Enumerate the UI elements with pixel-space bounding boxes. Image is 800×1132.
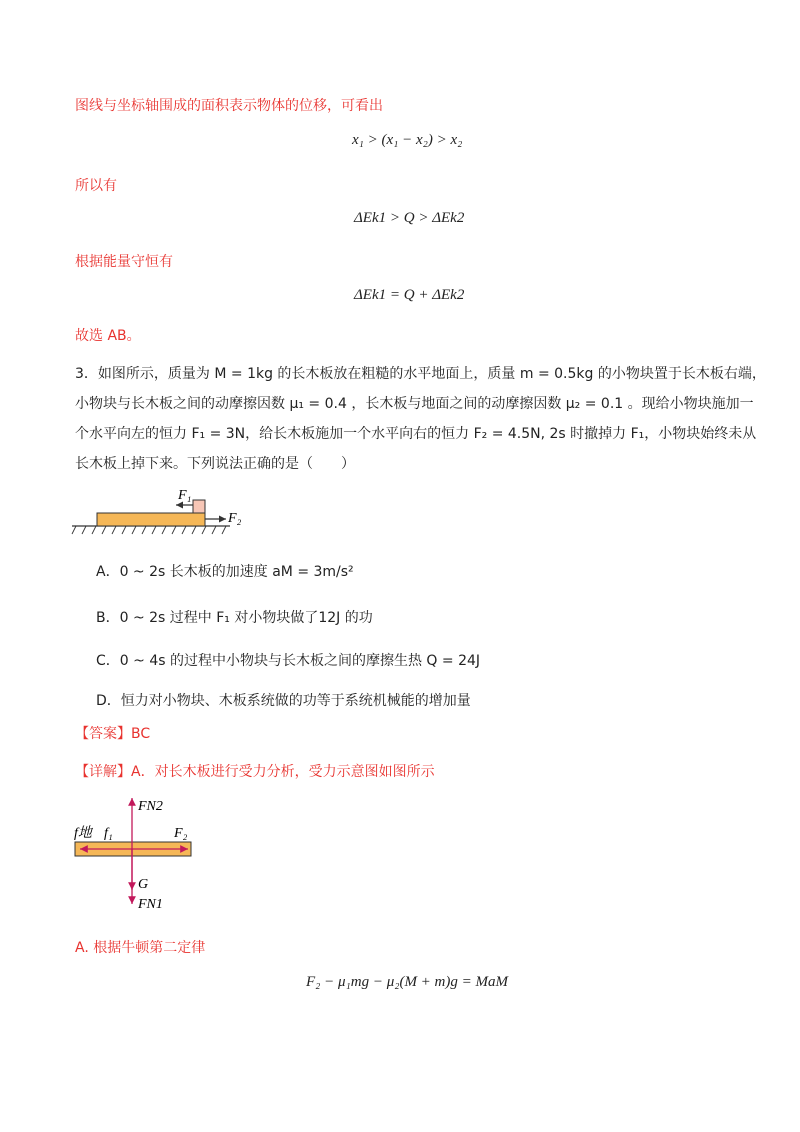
f2-force-label: F₂ [174,826,188,841]
question-line-4: 长木板上掉下来。下列说法正确的是（ ） [75,456,355,472]
option-a-label: A． [96,564,120,580]
option-d-label: D． [96,693,121,709]
option-c-label: C． [96,653,120,669]
question-line-1: 如图所示，质量为 M = 1kg 的长木板放在粗糙的水平地面上，质量 m = 0.5kg 的小物块置于长木板右端， [97,366,766,382]
option-c [96,650,480,670]
analysis-text: A．对长木板进行受力分析，受力示意图如图所示 [131,764,435,780]
equation-1: x₁ > (x₁ − x₂) > x₂ [352,132,463,148]
solution-line-2: 所以有 [75,178,117,194]
equation-3: ΔEk1 = Q + ΔEk2 [354,287,465,303]
option-c-text: 0 ~ 4s 的过程中小物块与长木板之间的摩擦生热 Q = 24J [119,653,481,669]
equation-2: ΔEk1 > Q > ΔEk2 [354,210,465,226]
question-line-3: 个水平向左的恒力 F₁ = 3N，给长木板施加一个水平向右的恒力 F₂ = 4.5N, 2s 时撤掉力 F₁，小物块始终未从 [75,426,757,442]
f1-force-label: f₁ [104,826,113,841]
g-label: G [138,877,149,892]
question-number: 3． [75,366,98,382]
conclusion: 故选 AB。 [75,328,141,344]
long-board [97,513,205,526]
newton-law-line: A. 根据牛顿第二定律 [75,940,206,956]
force-diagram [70,790,210,920]
small-block [193,500,205,513]
f2-label: F₂ [228,511,242,526]
analysis [75,762,435,782]
option-b-text: 0 ~ 2s 过程中 F₁ 对小物块做了12J 的功 [119,610,373,626]
option-b-label: B． [96,610,120,626]
f1-label: F₁ [178,488,192,503]
question-line-2: 小物块与长木板之间的动摩擦因数 μ₁ = 0.4 ，长木板与地面之间的动摩擦因数 μ₂ = 0.1 。现给小物块施加一 [75,396,754,412]
answer [75,724,150,744]
newton-equation: F₂ − μ₁mg − μ₂(M + m)g = MaM [306,974,508,990]
f-ground-label: f地 [74,826,92,841]
ground-hatch [72,526,226,534]
solution-line-3: 根据能量守恒有 [75,254,173,270]
option-d-text: 恒力对小物块、木板系统做的功等于系统机械能的增加量 [120,693,471,709]
analysis-tag: 【详解】 [75,764,131,780]
option-d [96,690,471,710]
question-3 [75,359,766,479]
option-a [96,561,354,581]
answer-value: BC [131,726,151,742]
solution-line-1: 图线与坐标轴围成的面积表示物体的位移，可看出 [75,98,383,114]
answer-tag: 【答案】 [75,726,131,742]
option-b [96,607,373,627]
fn1-label: FN1 [138,897,163,912]
fn2-label: FN2 [138,799,163,814]
option-a-text: 0 ~ 2s 长木板的加速度 aM = 3m/s² [119,564,354,580]
board-diagram [70,484,250,536]
